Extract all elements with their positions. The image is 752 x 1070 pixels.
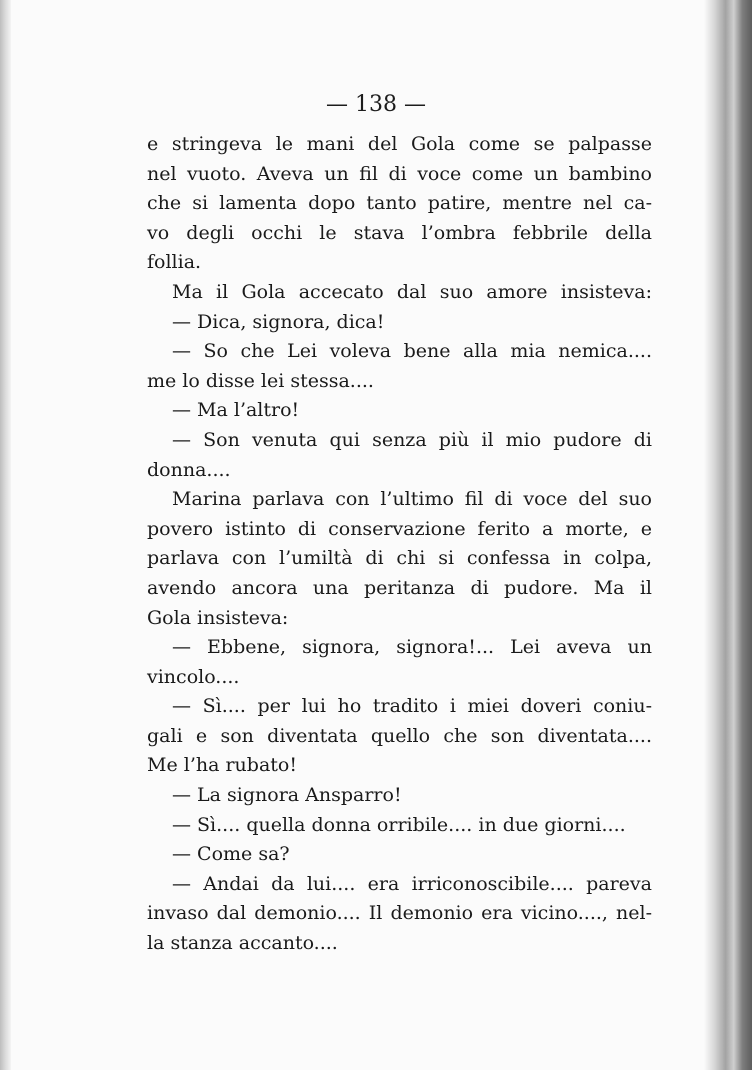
text-line: nel vuoto. Aveva un fil di voce come un bambino <box>147 162 652 185</box>
text-line: povero istinto di conservazione ferito a morte, e <box>147 517 652 540</box>
text-line: che si lamenta dopo tanto patire, mentre nel ca- <box>147 192 652 215</box>
page-left-edge-shadow <box>0 0 11 1070</box>
text-line: la stanza accanto.... <box>147 932 338 955</box>
text-line: — La signora Ansparro! <box>172 784 402 807</box>
text-line: — Dica, signora, dica! <box>172 310 385 333</box>
text-line: — Ma l’altro! <box>172 399 300 422</box>
text-line: — Sì.... quella donna orribile.... in due giorni.... <box>172 813 626 836</box>
text-line: donna.... <box>147 458 231 481</box>
text-line: — Andai da lui.... era irriconoscibile.... pareva <box>172 872 652 895</box>
text-line: invaso dal demonio.... Il demonio era vicino...., nel- <box>147 902 652 925</box>
text-line: follia. <box>147 251 202 274</box>
text-line: Marina parlava con l’ultimo fil di voce del suo <box>172 488 652 511</box>
text-line: — Son venuta qui senza più il mio pudore di <box>172 428 652 451</box>
body-text <box>147 130 652 959</box>
text-line: Gola insisteva: <box>147 606 289 629</box>
text-line: vo degli occhi le stava l’ombra febbrile della <box>147 221 652 244</box>
text-line: avendo ancora una peritanza di pudore. Ma il <box>147 576 652 599</box>
page-number: — 138 — <box>326 92 426 117</box>
text-line: Me l’ha rubato! <box>147 754 297 777</box>
text-line: — So che Lei voleva bene alla mia nemica.... <box>172 340 652 363</box>
text-line: me lo disse lei stessa.... <box>147 369 374 392</box>
text-line: — Ebbene, signora, signora!... Lei aveva un <box>172 636 652 659</box>
text-line: e stringeva le mani del Gola come se palpasse <box>147 133 652 155</box>
page-right-edge-shadow <box>704 0 752 1070</box>
text-line: Ma il Gola accecato dal suo amore insisteva: <box>172 280 652 303</box>
text-line: vincolo.... <box>147 665 240 688</box>
text-line: parlava con l’umiltà di chi si confessa in colpa, <box>147 547 652 570</box>
text-line: — Come sa? <box>172 843 290 866</box>
text-line: gali e son diventata quello che son diventata.... <box>147 724 652 747</box>
text-line: — Sì.... per lui ho tradito i miei doveri coniu- <box>172 695 652 718</box>
